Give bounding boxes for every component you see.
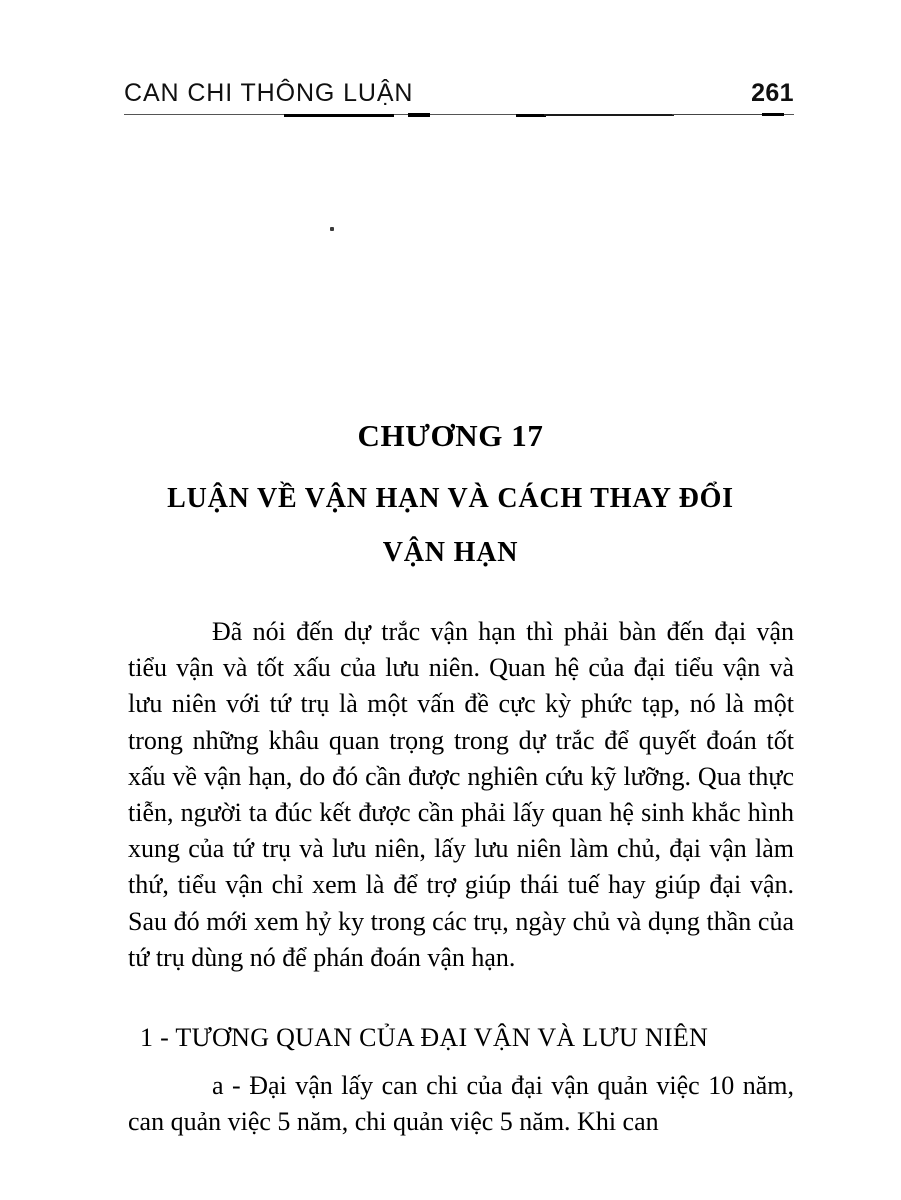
running-head — [124, 78, 794, 110]
scan-speck — [330, 227, 334, 231]
header-rule — [124, 113, 794, 117]
body-paragraph-block-1 — [128, 614, 794, 976]
chapter-subtitle — [0, 482, 901, 570]
chapter-number-heading: CHƯƠNG 17 — [357, 418, 544, 453]
chapter-subtitle-line-2: VẬN HẠN — [382, 537, 519, 568]
body-paragraph-1: Đã nói đến dự trắc vận hạn thì phải bàn đến đại vận tiểu vận và tốt xấu của lưu niên. Quan hệ của đại tiểu vận và lưu niên với tứ trụ là một vấn đề cực kỳ phức tạp, nó là một trong những khâu quan trọng trong dự trắc để quyết đoán tốt xấu về vận hạn, do đó cần được nghiên cứu kỹ lưỡng. Qua thực tiễn, người ta đúc kết được cần phải lấy quan hệ sinh khắc hình xung của tứ trụ và lưu niên, lấy lưu niên làm chủ, đại vận làm thứ, tiểu vận chỉ xem là để trợ giúp thái tuế hay giúp đại vận. Sau đó mới xem hỷ ky trong các trụ, ngày chủ và dụng thần của tứ trụ dùng nó để phán đoán vận hạn. — [128, 617, 794, 972]
running-head-title: CAN CHI THÔNG LUẬN — [124, 79, 414, 107]
section-heading-1: 1 - TƯƠNG QUAN CỦA ĐẠI VẬN VÀ LƯU NIÊN — [140, 1023, 709, 1052]
body-paragraph-block-2 — [128, 1068, 794, 1140]
chapter-subtitle-line-1: LUẬN VỀ VẬN HẠN VÀ CÁCH THAY ĐỔI — [167, 483, 734, 514]
page-number: 261 — [751, 79, 794, 107]
body-paragraph-2: a - Đại vận lấy can chi của đại vận quản việc 10 năm, can quản việc 5 năm, chi quản việc 5 năm. Khi can — [128, 1071, 794, 1137]
